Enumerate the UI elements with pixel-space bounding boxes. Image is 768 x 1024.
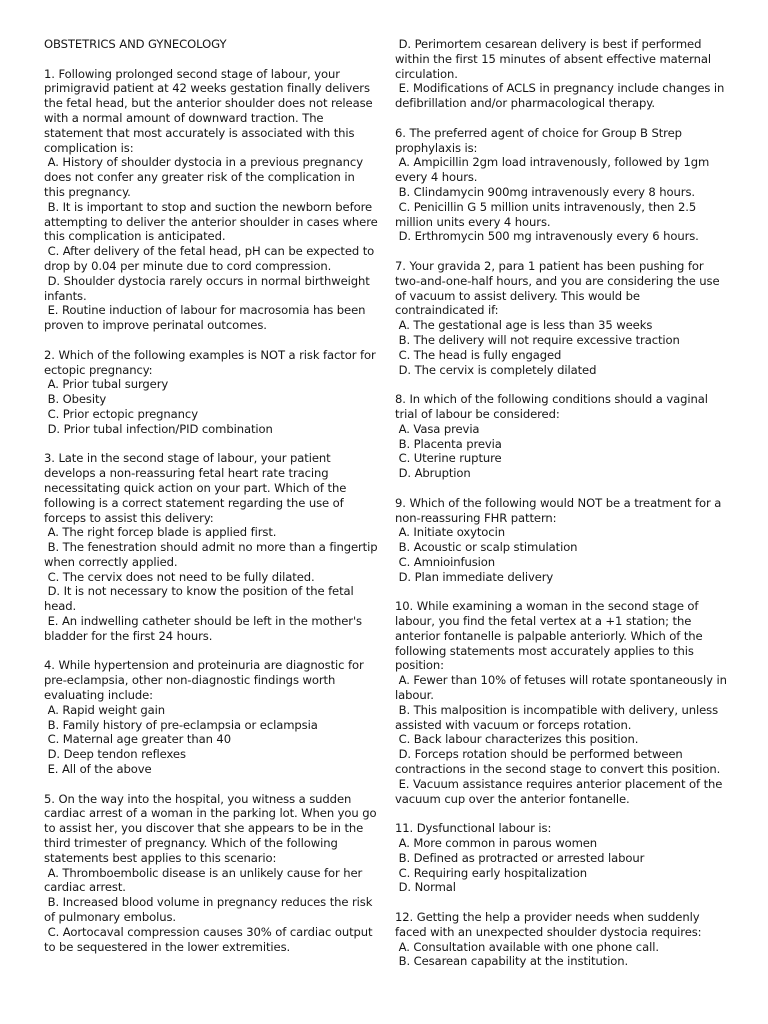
text-line: statement that most accurately is associated with this — [44, 125, 355, 140]
document-title: OBSTETRICS AND GYNECOLOGY — [44, 37, 227, 51]
text-line: B. Defined as protracted or arrested labour — [395, 850, 645, 865]
text-line: two-and-one-half hours, and you are considering the use — [395, 273, 720, 288]
text-line: statements best applies to this scenario: — [44, 850, 277, 865]
text-line: labour, you find the fetal vertex at a +1 station; the — [395, 614, 692, 629]
text-line: D. Abruption — [395, 466, 471, 481]
text-line: C. Requiring early hospitalization — [395, 865, 587, 880]
text-line: E. All of the above — [44, 762, 152, 777]
text-line: E. An indwelling catheter should be left in the mother's — [44, 614, 362, 629]
question-block — [395, 496, 727, 585]
text-line: D. Prior tubal infection/PID combination — [44, 421, 273, 436]
text-line: A. Prior tubal surgery — [44, 377, 169, 392]
question-block — [395, 599, 727, 806]
text-line: labour. — [395, 688, 434, 703]
text-line: C. The head is fully engaged — [395, 347, 562, 362]
text-line: C. Back labour characterizes this position. — [395, 732, 639, 747]
text-line: B. Cesarean capability at the institution. — [395, 954, 629, 969]
text-line: D. Deep tendon reflexes — [44, 747, 186, 762]
text-line: 4. While hypertension and proteinuria are diagnostic for — [44, 658, 364, 673]
text-line: this complication is anticipated. — [44, 229, 226, 244]
text-line: 11. Dysfunctional labour is: — [395, 821, 552, 836]
text-line: A. Vasa previa — [395, 421, 480, 436]
text-line: D. The cervix is completely dilated — [395, 362, 597, 377]
text-line: cardiac arrest. — [44, 880, 126, 895]
text-line: proven to improve perinatal outcomes. — [44, 318, 267, 333]
text-line: this pregnancy. — [44, 184, 131, 199]
text-line: million units every 4 hours. — [395, 214, 551, 229]
text-line: 1. Following prolonged second stage of labour, your — [44, 66, 340, 81]
text-line: contractions in the second stage to convert this position. — [395, 762, 721, 777]
text-line: 6. The preferred agent of choice for Group B Strep — [395, 125, 682, 140]
text-line: 7. Your gravida 2, para 1 patient has been pushing for — [395, 258, 704, 273]
text-line: B. Placenta previa — [395, 436, 502, 451]
text-line: of vacuum to assist delivery. This would be — [395, 288, 640, 303]
text-line: forceps to assist this delivery: — [44, 510, 214, 525]
text-line: C. Amnioinfusion — [395, 554, 496, 569]
text-line: A. Initiate oxytocin — [395, 525, 505, 540]
text-line: C. Penicillin G 5 million units intravenously, then 2.5 — [395, 199, 697, 214]
text-line: B. This malposition is incompatible with delivery, unless — [395, 702, 719, 717]
text-line: A. History of shoulder dystocia in a previous pregnancy — [44, 155, 363, 170]
text-line: A. Fewer than 10% of fetuses will rotate spontaneously in — [395, 673, 727, 688]
text-line: 9. Which of the following would NOT be a treatment for a — [395, 495, 722, 510]
text-line: A. Thromboembolic disease is an unlikely cause for her — [44, 865, 363, 880]
text-line: does not confer any greater risk of the complication in — [44, 170, 355, 185]
text-line: assisted with vacuum or forceps rotation. — [395, 717, 632, 732]
left-column — [44, 37, 378, 969]
text-line: every 4 hours. — [395, 170, 478, 185]
text-line: A. The gestational age is less than 35 weeks — [395, 318, 653, 333]
text-line: evaluating include: — [44, 688, 153, 703]
text-line: within the first 15 minutes of absent effective maternal — [395, 51, 711, 66]
text-line: primigravid patient at 42 weeks gestation finally delivers — [44, 81, 370, 96]
question-block — [395, 37, 727, 111]
text-line: prophylaxis is: — [395, 140, 478, 155]
text-line: position: — [395, 658, 444, 673]
text-line: third trimester of pregnancy. Which of the following — [44, 836, 338, 851]
text-line: trial of labour be considered: — [395, 406, 560, 421]
text-line: C. Maternal age greater than 40 — [44, 732, 231, 747]
text-line: B. Clindamycin 900mg intravenously every 8 hours. — [395, 184, 695, 199]
text-line: 12. Getting the help a provider needs when suddenly — [395, 910, 700, 925]
text-line: to assist her, you discover that she appears to be in the — [44, 821, 364, 836]
text-line: 10. While examining a woman in the second stage of — [395, 599, 699, 614]
question-block — [44, 66, 378, 333]
text-line: necessitating quick action on your part. Which of the — [44, 480, 347, 495]
text-line: anterior fontanelle is palpable anteriorly. Which of the — [395, 628, 703, 643]
text-line: E. Modifications of ACLS in pregnancy include changes in — [395, 81, 725, 96]
question-block — [395, 259, 727, 377]
text-line: E. Routine induction of labour for macrosomia has been — [44, 303, 366, 318]
text-line: head. — [44, 599, 77, 614]
text-line: D. Normal — [395, 880, 456, 895]
question-block — [44, 451, 378, 643]
question-block — [395, 821, 727, 895]
text-line: ectopic pregnancy: — [44, 362, 153, 377]
text-line: pre-eclampsia, other non-diagnostic findings worth — [44, 673, 336, 688]
text-line: A. More common in parous women — [395, 836, 598, 851]
text-line: faced with an unexpected shoulder dystocia requires: — [395, 924, 702, 939]
text-line: 2. Which of the following examples is NOT a risk factor for — [44, 347, 376, 362]
question-block — [395, 126, 727, 244]
text-line: infants. — [44, 288, 87, 303]
text-line: non-reassuring FHR pattern: — [395, 510, 557, 525]
text-line: bladder for the first 24 hours. — [44, 628, 213, 643]
text-line: to be sequestered in the lower extremities. — [44, 939, 291, 954]
text-line: A. Rapid weight gain — [44, 702, 166, 717]
question-block — [395, 392, 727, 481]
question-block — [44, 348, 374, 437]
question-block — [44, 658, 374, 776]
text-line: B. The delivery will not require excessive traction — [395, 332, 680, 347]
question-block — [44, 791, 377, 955]
text-line: C. The cervix does not need to be fully dilated. — [44, 569, 315, 584]
text-line: vacuum cup over the anterior fontanelle. — [395, 791, 630, 806]
text-line: drop by 0.04 per minute due to cord compression. — [44, 258, 332, 273]
text-line: D. Shoulder dystocia rarely occurs in normal birthweight — [44, 273, 370, 288]
text-line: following is a correct statement regarding the use of — [44, 495, 344, 510]
text-line: develops a non-reassuring fetal heart rate tracing — [44, 466, 329, 481]
text-line: B. It is important to stop and suction the newborn before — [44, 199, 373, 214]
text-line: C. After delivery of the fetal head, pH can be expected to — [44, 244, 375, 259]
text-line: defibrillation and/or pharmacological therapy. — [395, 96, 655, 111]
text-line: B. Increased blood volume in pregnancy reduces the risk — [44, 895, 373, 910]
text-line: B. Acoustic or scalp stimulation — [395, 540, 578, 555]
text-line: complication is: — [44, 140, 134, 155]
text-line: C. Uterine rupture — [395, 451, 502, 466]
text-line: B. Obesity — [44, 392, 107, 407]
text-line: the fetal head, but the anterior shoulder does not release — [44, 96, 373, 111]
text-line: E. Vacuum assistance requires anterior placement of the — [395, 776, 723, 791]
text-line: when correctly applied. — [44, 554, 178, 569]
text-line: attempting to deliver the anterior shoulder in cases where — [44, 214, 378, 229]
text-line: A. Consultation available with one phone call. — [395, 939, 659, 954]
text-line: 3. Late in the second stage of labour, your patient — [44, 451, 331, 466]
text-line: C. Aortocaval compression causes 30% of cardiac output — [44, 924, 373, 939]
question-block — [395, 910, 727, 969]
text-line: of pulmonary embolus. — [44, 910, 177, 925]
text-line: cardiac arrest of a woman in the parking lot. When you go — [44, 806, 377, 821]
right-column — [395, 37, 727, 984]
text-line: following statements most accurately applies to this — [395, 643, 694, 658]
text-line: B. The fenestration should admit no more than a fingertip — [44, 540, 378, 555]
text-line: D. Erthromycin 500 mg intravenously every 6 hours. — [395, 229, 699, 244]
text-line: D. Forceps rotation should be performed between — [395, 747, 683, 762]
text-line: B. Family history of pre-eclampsia or eclampsia — [44, 717, 318, 732]
text-line: 5. On the way into the hospital, you witness a sudden — [44, 791, 352, 806]
text-line: A. Ampicillin 2gm load intravenously, followed by 1gm — [395, 155, 710, 170]
text-line: with a normal amount of downward traction. The — [44, 110, 324, 125]
text-line: C. Prior ectopic pregnancy — [44, 406, 198, 421]
text-line: D. It is not necessary to know the position of the fetal — [44, 584, 354, 599]
text-line: D. Perimortem cesarean delivery is best if performed — [395, 37, 702, 51]
text-line: A. The right forcep blade is applied first. — [44, 525, 277, 540]
text-line: circulation. — [395, 66, 458, 81]
text-line: D. Plan immediate delivery — [395, 569, 554, 584]
text-line: contraindicated if: — [395, 303, 499, 318]
text-line: 8. In which of the following conditions should a vaginal — [395, 392, 708, 407]
